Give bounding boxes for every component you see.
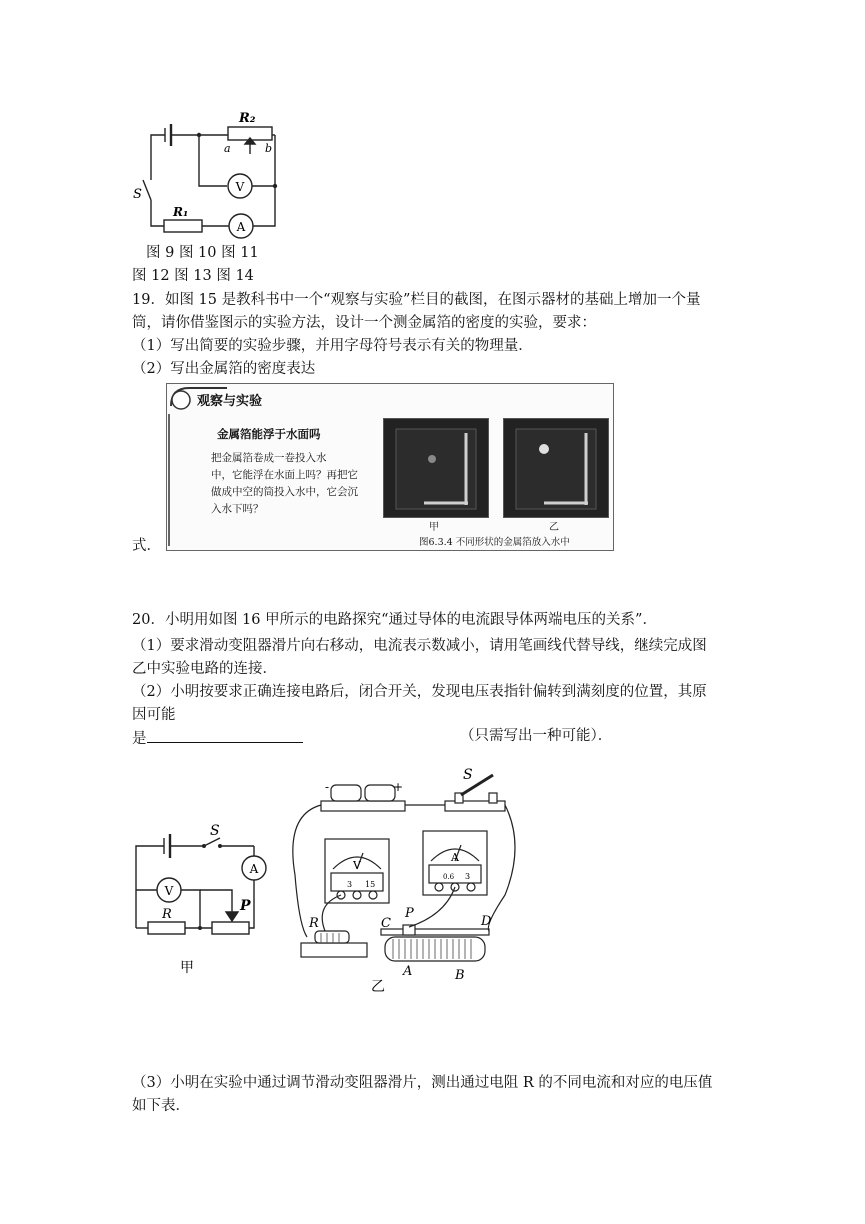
q20-answer-blank[interactable]	[147, 726, 303, 743]
voltmeter-v-label: V	[164, 884, 174, 898]
excerpt-body-line1: 把金属箔卷成一卷投入水	[211, 452, 327, 464]
q20-part1-line2: 乙中实验电路的连接．	[132, 661, 277, 677]
voltmeter-terminal-3: 3	[347, 880, 353, 889]
q20-stem: 20．小明用如图 16 甲所示的电路探究“通过导体的电流跟导体两端电压的关系”．	[132, 612, 657, 628]
circuit-jia-label: 甲	[180, 960, 194, 976]
excerpt-caption: 图6.3.4 不同形状的金属箔放入水中	[419, 537, 570, 548]
q20-answer-suffix: （只需写出一种可能）．	[460, 728, 613, 744]
textbook-excerpt-figure	[166, 383, 614, 551]
q20-part2-line2: 因可能	[132, 707, 176, 723]
voltmeter-terminal-15: 15	[365, 880, 376, 889]
resistor-r-label: R	[162, 907, 172, 922]
ammeter-terminal-06: 0.6	[443, 873, 455, 881]
q19-tail: 式．	[132, 538, 161, 554]
voltmeter-v-label: V	[235, 180, 245, 194]
terminal-a-label: a	[224, 142, 231, 155]
q20-part3-line1: （3）小明在实验中通过调节滑动变阻器滑片，测出通过电阻 R 的不同电流和对应的电压值	[132, 1075, 713, 1091]
switch-s-label: S	[210, 823, 220, 839]
circuit-diagram-r1-r2	[125, 100, 295, 245]
ammeter-a-label: A	[451, 851, 459, 864]
battery-plus-label: +	[393, 780, 404, 794]
ammeter-a-label: A	[249, 862, 259, 876]
ammeter-a-label: A	[236, 220, 246, 234]
q19-part2: （2）写出金属箔的密度表达	[132, 361, 316, 377]
terminal-a-label: A	[403, 964, 413, 979]
terminal-d-label: D	[481, 914, 492, 929]
apparatus-diagram-yi	[285, 765, 530, 995]
switch-s-label: S	[463, 767, 473, 783]
voltmeter-v-label: V	[353, 859, 361, 872]
photo-right-label: 乙	[549, 522, 559, 533]
q20-answer-line	[132, 726, 303, 749]
r1-label: R₁	[173, 205, 189, 219]
q19-stem-line2: 筒，请你借鉴图示的实验方法，设计一个测金属箔的密度的实验，要求：	[132, 315, 596, 331]
excerpt-header: 观察与实验	[197, 394, 263, 409]
battery-minus-label: -	[325, 780, 330, 794]
switch-s-label: S	[133, 187, 142, 202]
figure-labels-row1: 图 9 图 10 图 11	[146, 245, 259, 261]
photo-rolled-foil	[383, 418, 489, 518]
excerpt-body-line2: 中，它能浮在水面上吗？再把它	[211, 469, 358, 481]
terminal-b-label: B	[455, 968, 465, 983]
excerpt-body-line3: 做成中空的筒投入水中，它会沉	[211, 486, 358, 498]
ammeter-terminal-3: 3	[465, 872, 471, 881]
slider-p-label: P	[240, 898, 251, 914]
photo-hollow-foil	[503, 418, 609, 518]
q20-answer-prefix: 是	[132, 731, 147, 747]
figure-labels-row2: 图 12 图 13 图 14	[132, 268, 254, 284]
resistor-r-label: R	[309, 916, 319, 931]
q20-part1-line1: （1）要求滑动变阻器滑片向右移动，电流表示数减小，请用笔画线代替导线，继续完成图	[132, 638, 707, 654]
terminal-b-label: b	[265, 142, 273, 155]
slider-p-label: P	[405, 906, 414, 921]
terminal-c-label: C	[381, 916, 391, 931]
photo-left-label: 甲	[429, 522, 439, 533]
circuit-diagram-jia	[128, 820, 278, 980]
excerpt-body-line4: 入水下吗？	[211, 503, 264, 515]
excerpt-body	[211, 450, 358, 518]
circuit-yi-label: 乙	[371, 979, 385, 995]
excerpt-subtitle: 金属箔能浮于水面吗	[217, 427, 321, 441]
r2-label: R₂	[239, 111, 256, 126]
q20-part2-line1: （2）小明按要求正确连接电路后，闭合开关，发现电压表指针偏转到满刻度的位置，其原	[132, 684, 707, 700]
q20-part3-line2: 如下表．	[132, 1098, 190, 1114]
q19-stem-line1: 19．如图 15 是教科书中一个“观察与实验”栏目的截图，在图示器材的基础上增加一个量	[132, 292, 701, 308]
q19-part1: （1）写出简要的实验步骤，并用字母符号表示有关的物理量．	[132, 338, 533, 354]
